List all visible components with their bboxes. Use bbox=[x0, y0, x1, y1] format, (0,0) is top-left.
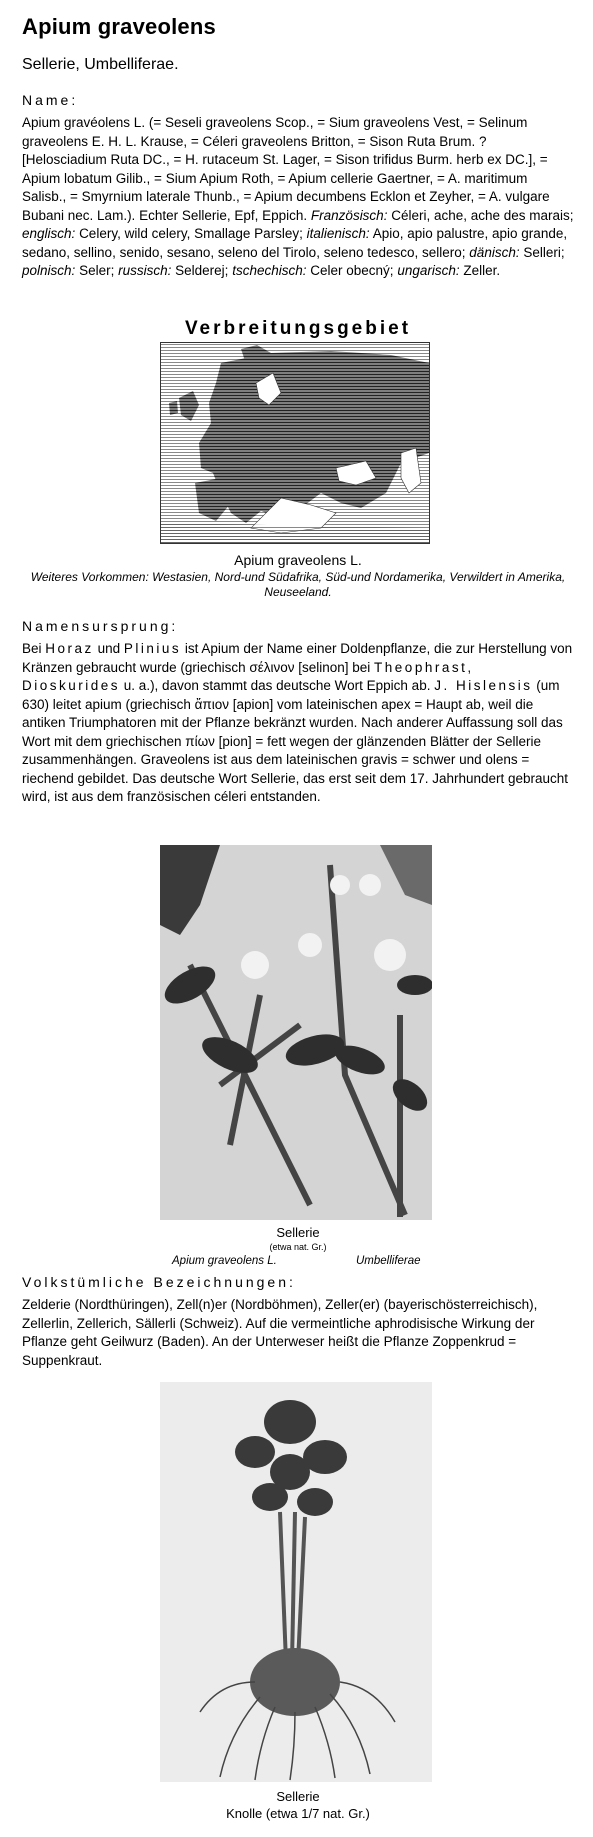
lang-label: ungarisch: bbox=[397, 263, 460, 278]
plant-size-note: (etwa nat. Gr.) bbox=[269, 1242, 327, 1252]
root-illustration bbox=[160, 1382, 432, 1782]
origin-text: ist Apium der Name einer Doldenpflanze, die zur Herstellung von Kränzen gebraucht wurde (griechisch σέλινον [selinon] bei bbox=[22, 641, 573, 675]
map-title: Verbreitungsgebiet bbox=[184, 318, 412, 339]
lang-label: englisch: bbox=[22, 226, 76, 241]
plant-illustration bbox=[160, 845, 432, 1220]
lang-label: tschechisch: bbox=[232, 263, 307, 278]
lang-names: Selderej; bbox=[175, 263, 229, 278]
origin-text: u. a.), davon stammt das deutsche Wort Eppich ab. bbox=[123, 678, 431, 693]
distribution-map bbox=[160, 342, 430, 544]
author-name: Horaz bbox=[45, 641, 94, 656]
author-name: Theophrast, bbox=[374, 659, 474, 675]
lang-label: dänisch: bbox=[469, 244, 520, 260]
name-paragraph bbox=[22, 114, 574, 281]
origin-paragraph bbox=[22, 640, 574, 807]
lang-names: Apio, apio palustre, apio grande, sedano, sellino, senido, sesano, seleno del Tirolo, seleno tedesco, sellero; bbox=[22, 226, 568, 260]
author-name: J. Hislensis bbox=[434, 678, 533, 693]
europe-map-image bbox=[161, 343, 429, 543]
page-title: Apium graveolens bbox=[22, 14, 216, 39]
author-name: Dioskurides bbox=[22, 678, 121, 693]
folk-names-paragraph: Zelderie (Nordthüringen), Zell(n)er (Nordböhmen), Zeller(er) (bayerischösterreichisch), Zellerlin, Zellerich, Sällerli (Schweiz). Auf die vermeintliche aphrodisische Wirkung der Pflanze geht Geilwurz (Baden). An der Unterweser heißt die Pflanze Zoppenkrud = Suppenkraut. bbox=[22, 1297, 538, 1368]
origin-text: Bei bbox=[22, 641, 42, 656]
lang-names: Celer obecný; bbox=[310, 263, 394, 278]
folk-names-heading: Volkstümliche Bezeichnungen: bbox=[22, 1274, 296, 1290]
author-name: Plinius bbox=[123, 641, 182, 656]
origin-text: (um 630) leitet apium (griechisch ἄπιον [apion] vom lateinischen apex = Haupt ab, weil die antiken Triumphatoren mit der Pflanze bekränzt wurden. Nach anderer Auffassung soll das Wort mit dem griechischen πίων [pion] = fett wegen der glänzenden Blätter der Sellerie zusammenhängen. Graveolens ist aus dem lateinischen gravis = schwer und olens = riechend gebildet. Das deutsche Wort Sellerie, das erst seit dem 17. Jahrhundert gebraucht wird, ist aus dem französischen céleri entstanden. bbox=[22, 678, 569, 804]
plant-species-label: Apium graveolens L. bbox=[172, 1255, 277, 1267]
celery-plant-photo bbox=[160, 845, 432, 1220]
root-size-note: Knolle (etwa 1/7 nat. Gr.) bbox=[226, 1806, 370, 1821]
plant-family-label: Umbelliferae bbox=[356, 1255, 421, 1267]
lang-label: russisch: bbox=[118, 263, 172, 278]
root-caption: Sellerie bbox=[276, 1789, 320, 1804]
lang-label: Französisch: bbox=[310, 207, 388, 223]
origin-text: und bbox=[97, 641, 121, 656]
map-caption: Apium graveolens L. bbox=[234, 552, 362, 568]
lang-label: polnisch: bbox=[22, 263, 76, 278]
name-synonyms: Apium gravéolens L. (= Seseli graveolens Scop., = Sium graveolens Vest, = Selinum graveolens E. H. L. Krause, = Céleri graveolens Britton, = Sison Ruta Brum. ? [Helosciadium Ruta DC., = H. rutaceum St. Lager, = Sison trifidus Burm. herb ex DC.], = Apium lobatum Gilib., = Sium Apium Roth, = Apium cellerie Gaertner, = A. maritimum Salisb., = Smyrnium laterale Thunb., = Apium decumbens Ecklon et Zeyher, = A. vulgare Bubani nec. Lam.). Echter Sellerie, Epf, Eppich. bbox=[22, 115, 550, 223]
lang-names: Selleri; bbox=[523, 244, 565, 260]
celery-root-photo bbox=[160, 1382, 432, 1782]
lang-names: Seler; bbox=[79, 263, 115, 278]
name-heading: Name: bbox=[22, 92, 79, 108]
lang-names: Celery, wild celery, Smallage Parsley; bbox=[79, 226, 303, 241]
plant-caption: Sellerie bbox=[276, 1225, 320, 1240]
lang-names: Zeller. bbox=[463, 263, 501, 278]
map-note: Weiteres Vorkommen: Westasien, Nord-und Südafrika, Süd-und Nordamerika, Verwildert in Amerika, Neuseeland. bbox=[30, 570, 566, 599]
lang-label: italienisch: bbox=[306, 226, 370, 241]
page-subtitle: Sellerie, Umbelliferae. bbox=[22, 56, 179, 73]
lang-names: Céleri, ache, ache des marais; bbox=[391, 207, 574, 223]
origin-heading: Namensursprung: bbox=[22, 618, 179, 634]
